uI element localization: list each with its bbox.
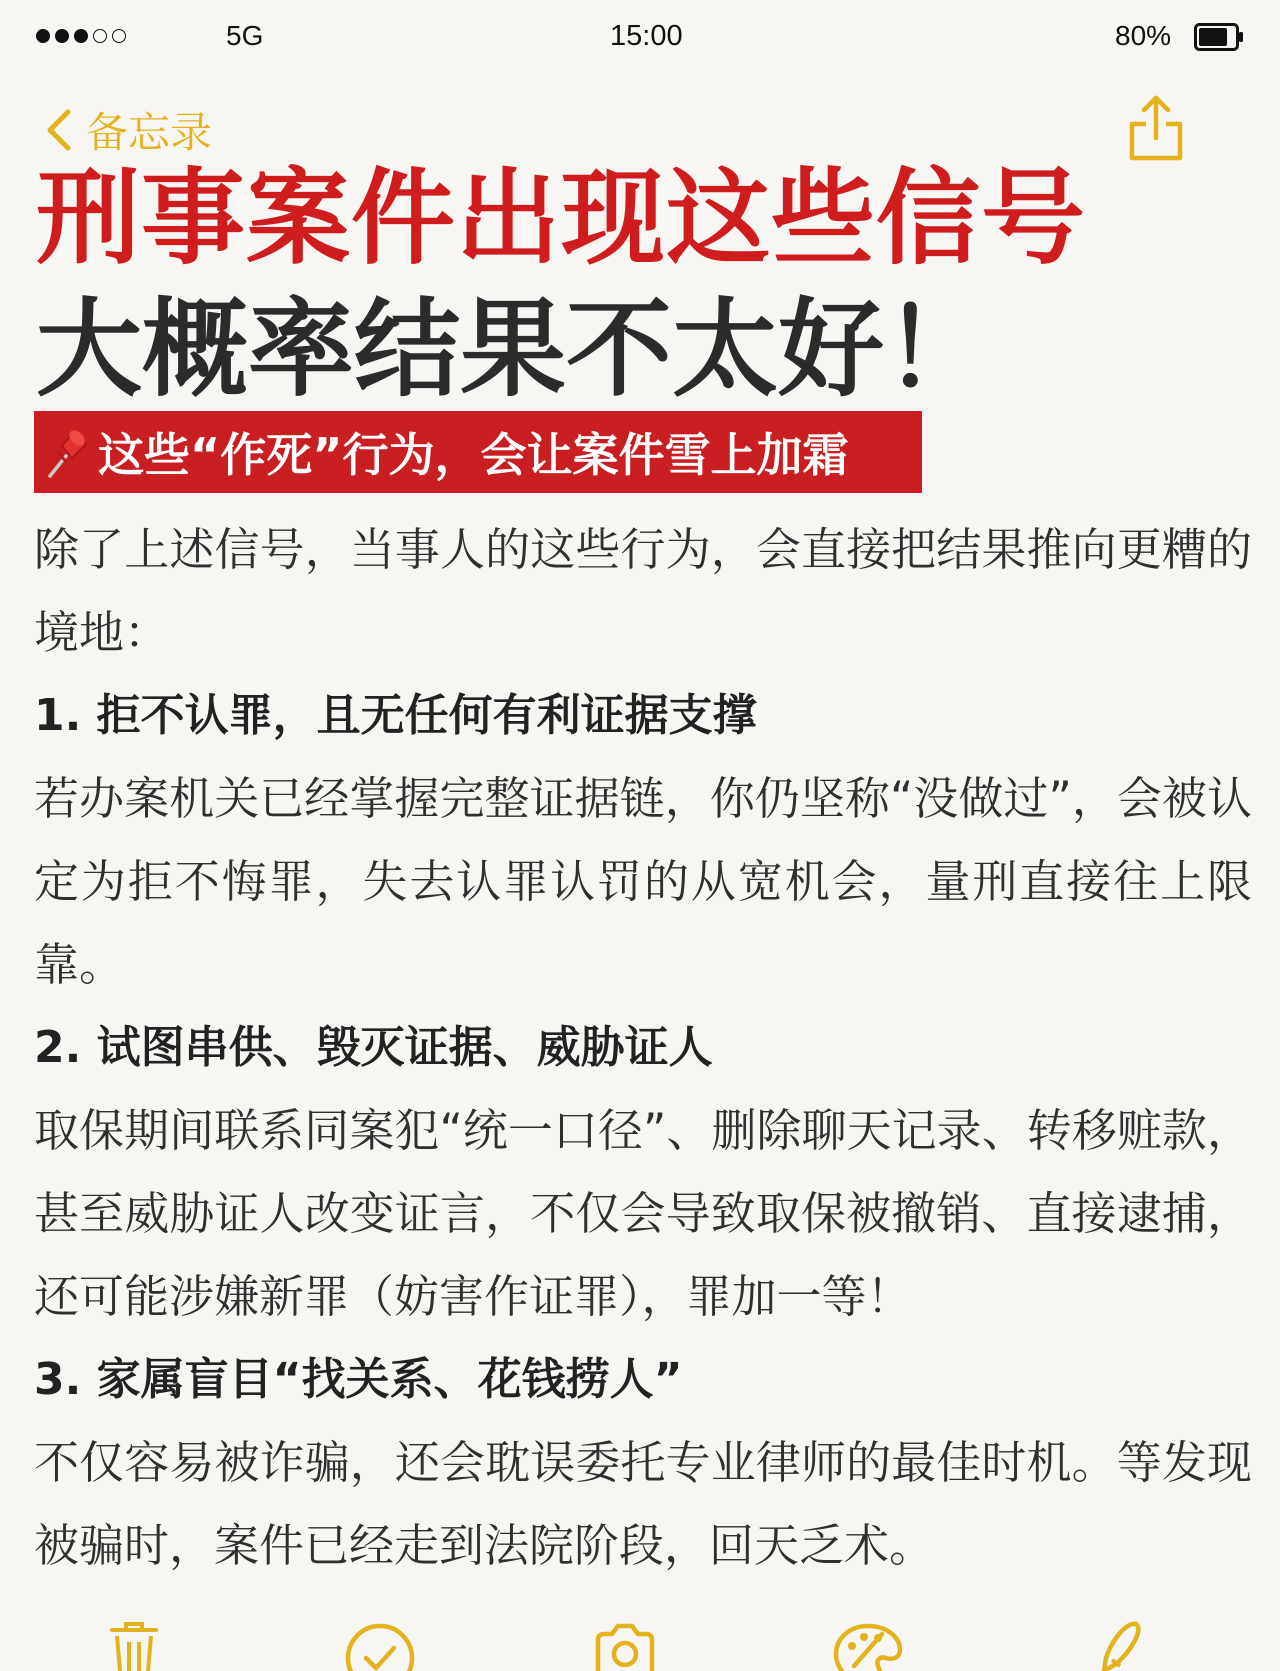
- chevron-left-icon: [44, 108, 74, 152]
- status-time: 15:00: [610, 20, 683, 52]
- signal-strength-icon: [36, 29, 126, 43]
- item-heading: 2. 试图串供、毁灭证据、威胁证人: [34, 1022, 713, 1073]
- pushpin-icon: [44, 424, 92, 480]
- trash-icon[interactable]: [106, 1620, 162, 1671]
- bottom-toolbar: [0, 1620, 1280, 1671]
- item-text: 取保期间联系同案犯“统一口径”、删除聊天记录、转移赃款，甚至威胁证人改变证言，不仅会导致取保被撤销、直接逮捕，还可能涉嫌新罪（妨害作证罪），罪加一等！: [34, 1104, 1252, 1323]
- signal-dot: [74, 29, 88, 43]
- camera-icon[interactable]: [592, 1620, 658, 1671]
- back-button[interactable]: [44, 100, 212, 160]
- share-button[interactable]: [1126, 92, 1186, 168]
- intro-paragraph: 除了上述信号，当事人的这些行为，会直接把结果推向更糟的境地：: [34, 523, 1252, 659]
- signal-dot: [112, 29, 126, 43]
- signal-dot: [55, 29, 69, 43]
- note-title-line2: 大概率结果不太好！: [36, 288, 990, 411]
- note-title-line1: 刑事案件出现这些信号: [36, 157, 1087, 279]
- battery-percent: 80%: [1115, 20, 1172, 51]
- network-type: 5G: [226, 20, 264, 51]
- status-bar: [0, 0, 1280, 78]
- item-heading: 1. 拒不认罪，且无任何有利证据支撑: [34, 690, 757, 741]
- palette-icon[interactable]: [832, 1620, 904, 1671]
- back-label: 备忘录: [86, 108, 213, 157]
- section-banner: [34, 411, 922, 493]
- signal-dot: [36, 29, 50, 43]
- item-text: 若办案机关已经掌握完整证据链，你仍坚称“没做过”，会被认定为拒不悔罪，失去认罪认罚的从宽机会，量刑直接往上限靠。: [34, 772, 1252, 991]
- item-heading: 3. 家属盲目“找关系、花钱捞人”: [34, 1354, 683, 1405]
- note-body[interactable]: [34, 508, 1252, 1587]
- share-icon: [1126, 92, 1186, 164]
- banner-text: 这些“作死”行为，会让案件雪上加霜: [98, 428, 849, 482]
- signal-dot: [93, 29, 107, 43]
- item-text: 不仅容易被诈骗，还会耽误委托专业律师的最佳时机。等发现被骗时，案件已经走到法院阶段，回天乏术。: [34, 1436, 1252, 1572]
- checklist-icon[interactable]: [344, 1620, 416, 1671]
- battery-icon: [1194, 23, 1244, 51]
- pen-icon[interactable]: [1086, 1620, 1148, 1671]
